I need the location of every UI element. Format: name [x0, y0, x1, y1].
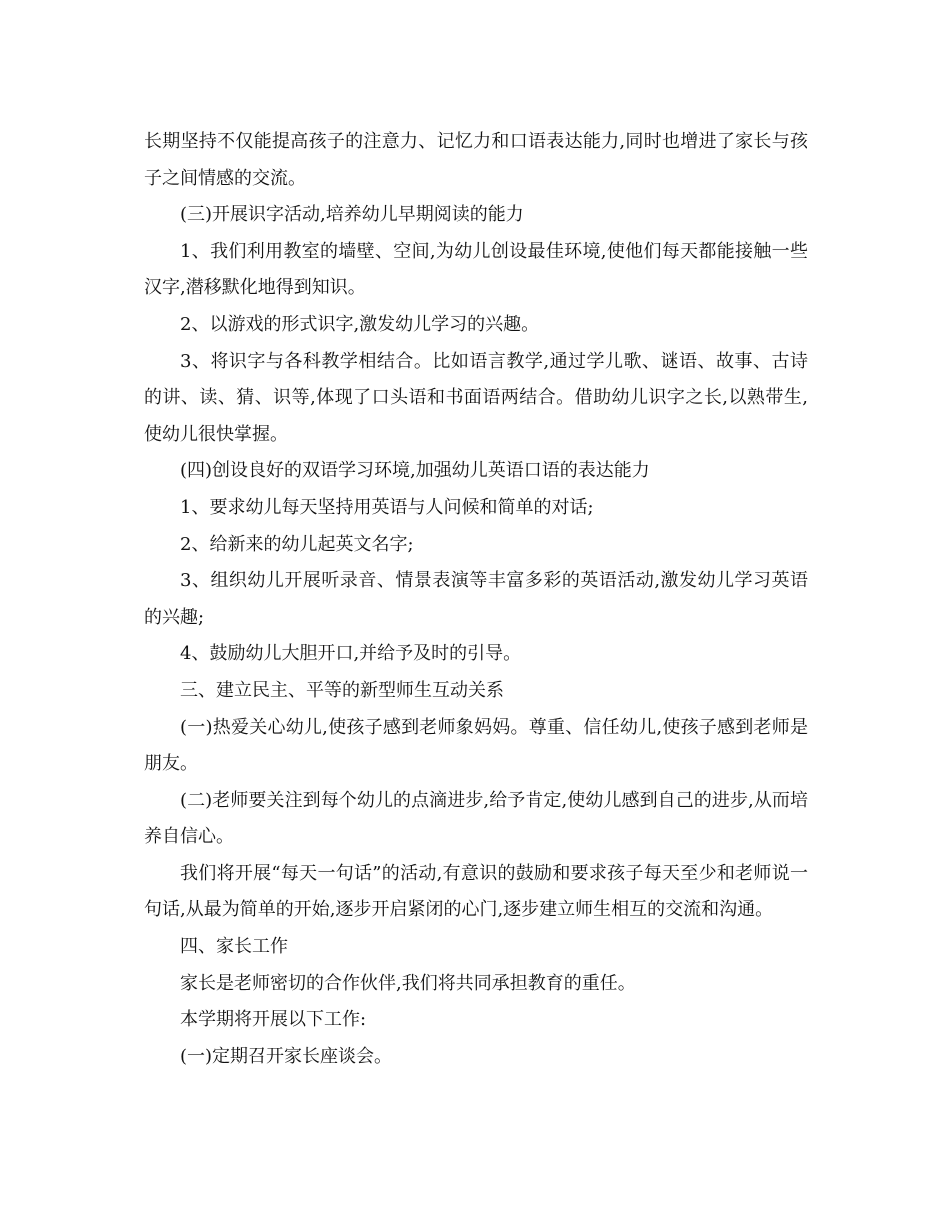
paragraph-parents: 家长是老师密切的合作伙伴,我们将共同承担教育的重任。	[180, 972, 636, 994]
section-heading-literacy: (三)开展识字活动,培养幼儿早期阅读的能力	[180, 204, 524, 226]
list-item: 2、以游戏的形式识字,激发幼儿学习的兴趣。	[180, 313, 540, 335]
list-item: (二)老师要关注到每个幼儿的点滴进步,给予肯定,使幼儿感到自己的进步,从而培养自信心。	[144, 789, 808, 848]
list-item: 3、将识字与各科教学相结合。比如语言教学,通过学儿歌、谜语、故事、古诗的讲、读、猜、识等,体现了口头语和书面语两结合。借助幼儿识字之长,以熟带生,使幼儿很快掌握。	[144, 350, 808, 445]
section-heading-parents: 四、家长工作	[180, 936, 288, 958]
paragraph-1: 长期坚持不仅能提高孩子的注意力、记忆力和口语表达能力,同时也增进了家长与孩子之间情感的交流。	[144, 131, 808, 189]
section-heading-teacher-student: 三、建立民主、平等的新型师生互动关系	[180, 679, 504, 701]
list-item: (一)热爱关心幼儿,使孩子感到老师象妈妈。尊重、信任幼儿,使孩子感到老师是朋友。	[144, 716, 808, 775]
list-item: 3、组织幼儿开展听录音、情景表演等丰富多彩的英语活动,激发幼儿学习英语的兴趣;	[144, 570, 808, 628]
list-item: 1、我们利用教室的墙壁、空间,为幼儿创设最佳环境,使他们每天都能接触一些汉字,潜移默化地得到知识。	[144, 240, 808, 299]
list-item: 4、鼓励幼儿大胆开口,并给予及时的引导。	[180, 643, 522, 665]
paragraph-semester-work: 本学期将开展以下工作:	[180, 1009, 367, 1031]
list-item: (一)定期召开家长座谈会。	[180, 1045, 393, 1067]
list-item: 1、要求幼儿每天坚持用英语与人问候和简单的对话;	[180, 496, 594, 518]
document-body	[144, 124, 808, 1075]
section-heading-bilingual: (四)创设良好的双语学习环境,加强幼儿英语口语的表达能力	[180, 460, 650, 482]
list-item: 2、给新来的幼儿起英文名字;	[180, 533, 414, 555]
paragraph-daily-sentence: 我们将开展“每天一句话”的活动,有意识的鼓励和要求孩子每天至少和老师说一句话,从最为简单的开始,逐步开启紧闭的心门,逐步建立师生相互的交流和沟通。	[144, 862, 808, 921]
